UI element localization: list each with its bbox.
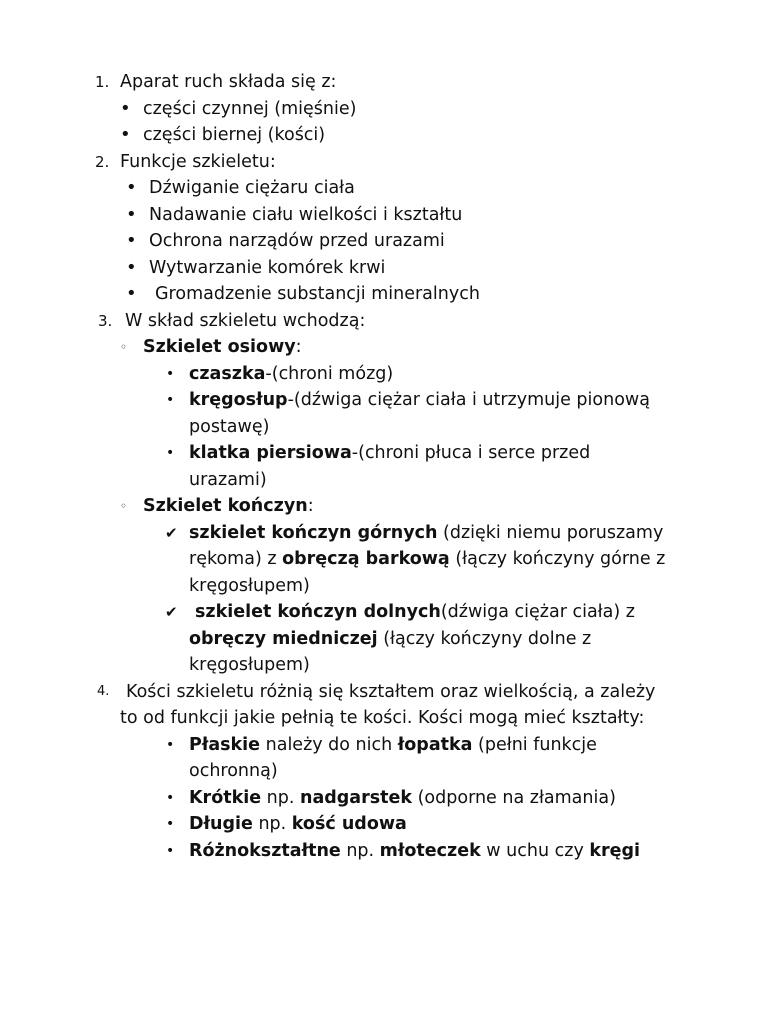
limb-desc: rękoma) z bbox=[189, 549, 283, 569]
limb-upper-continuation bbox=[0, 546, 768, 573]
list-item-2 bbox=[0, 149, 768, 176]
part-desc: -(chroni płuca i serce przed bbox=[351, 443, 591, 463]
list-number: 2. bbox=[95, 152, 110, 171]
limb-lower-continuation bbox=[0, 626, 768, 653]
axial-part-continuation bbox=[0, 414, 768, 441]
shape-item bbox=[0, 811, 768, 838]
part-desc: postawę) bbox=[189, 416, 270, 437]
part-term: kręgosłup bbox=[189, 390, 288, 410]
bullet: • bbox=[166, 789, 175, 806]
bullet: • bbox=[166, 392, 175, 408]
shape-item bbox=[0, 785, 768, 812]
part-term: czaszka bbox=[189, 363, 266, 384]
axial-part-continuation bbox=[0, 467, 768, 494]
sub-item-text: Wytwarzanie komórek krwi bbox=[149, 257, 386, 278]
bullet: • bbox=[126, 203, 137, 225]
bullet: • bbox=[126, 256, 137, 278]
bullet: • bbox=[120, 97, 131, 119]
limb-desc: (łączy kończyny dolne z bbox=[377, 628, 592, 649]
list-item-3 bbox=[0, 308, 768, 335]
part-desc: -(chroni mózg) bbox=[265, 363, 394, 384]
limbs-title: Szkielet kończyn bbox=[143, 496, 308, 516]
axial-part bbox=[0, 361, 768, 388]
document-page bbox=[0, 69, 768, 864]
sub-item bbox=[0, 96, 768, 123]
circle-bullet: ◦ bbox=[120, 340, 128, 354]
shape-term: Długie bbox=[189, 814, 253, 834]
axial-title: Szkielet osiowy bbox=[143, 337, 296, 357]
shape-text: (pełni funkcje bbox=[472, 734, 597, 755]
sub-item bbox=[0, 255, 768, 282]
limb-desc: (łączy kończyny górne z bbox=[449, 549, 666, 569]
shape-text: w uchu czy bbox=[480, 840, 590, 861]
axial-part bbox=[0, 440, 768, 467]
limb-upper bbox=[0, 520, 768, 547]
list-number: 4. bbox=[97, 683, 110, 699]
limb-desc: (dzięki niemu poruszamy bbox=[437, 522, 664, 543]
list-item-4-continuation bbox=[0, 705, 768, 732]
list-item-text: W skład szkieletu wchodzą: bbox=[125, 310, 366, 331]
bullet: • bbox=[166, 736, 175, 753]
shape-text: np. bbox=[261, 787, 300, 808]
bullet: • bbox=[126, 177, 137, 198]
part-term: klatka piersiowa bbox=[189, 443, 352, 463]
shape-text: np. bbox=[340, 840, 380, 861]
colon: : bbox=[295, 337, 302, 357]
shape-term: Krótkie bbox=[189, 787, 262, 808]
sub-item bbox=[0, 122, 768, 149]
shape-text: należy do nich bbox=[260, 734, 398, 755]
shape-text: np. bbox=[252, 814, 292, 834]
sub-item bbox=[0, 228, 768, 255]
limb-term: szkielet kończyn dolnych bbox=[195, 602, 441, 622]
list-item-text: Funkcje szkieletu: bbox=[120, 151, 276, 172]
list-item-text: Kości szkieletu różnią się kształtem oraz wielkością, a zależy bbox=[126, 681, 656, 702]
shape-example: kość udowa bbox=[291, 814, 407, 834]
girdle-term: obręczy miedniczej bbox=[189, 628, 378, 649]
shape-example: kręgi bbox=[589, 840, 641, 861]
circle-bullet: ◦ bbox=[120, 499, 128, 513]
shape-text: (odporne na złamania) bbox=[412, 787, 616, 808]
list-item-1 bbox=[0, 69, 768, 96]
list-item-4 bbox=[0, 679, 768, 706]
shape-item-continuation bbox=[0, 758, 768, 785]
girdle-term: obręczą barkową bbox=[282, 549, 450, 569]
shape-example: nadgarstek bbox=[299, 787, 413, 808]
shape-term: Płaskie bbox=[189, 734, 261, 755]
part-desc: urazami) bbox=[189, 469, 267, 490]
list-item-text: Aparat ruch składa się z: bbox=[120, 72, 337, 92]
sub-item-text: części biernej (kości) bbox=[143, 125, 326, 145]
axial-skeleton-heading bbox=[0, 334, 768, 361]
bullet: • bbox=[166, 816, 175, 832]
shape-text: ochronną) bbox=[189, 761, 278, 781]
limb-lower-continuation bbox=[0, 652, 768, 679]
limb-term: szkielet kończyn górnych bbox=[189, 522, 438, 543]
bullet: • bbox=[166, 842, 175, 859]
sub-item-text: Dźwiganie ciężaru ciała bbox=[149, 178, 355, 198]
bullet: • bbox=[126, 283, 137, 304]
bullet: • bbox=[166, 365, 175, 382]
bullet: • bbox=[120, 124, 131, 145]
bullet: • bbox=[166, 445, 175, 461]
sub-item bbox=[0, 281, 768, 308]
list-number: 3. bbox=[98, 311, 113, 330]
sub-item-text: Nadawanie ciału wielkości i kształtu bbox=[149, 204, 463, 225]
bullet: • bbox=[126, 230, 137, 251]
colon: : bbox=[307, 496, 314, 516]
sub-item-text: Gromadzenie substancji mineralnych bbox=[155, 284, 480, 304]
sub-item bbox=[0, 202, 768, 229]
check-icon: ✔ bbox=[165, 523, 178, 542]
limb-desc: kręgosłupem) bbox=[189, 655, 310, 675]
limb-upper-continuation bbox=[0, 573, 768, 600]
list-item-text: to od funkcji jakie pełnią te kości. Kości mogą mieć kształty: bbox=[120, 708, 645, 728]
shape-item bbox=[0, 838, 768, 865]
shape-example: łopatka bbox=[397, 734, 473, 755]
part-desc: -(dźwiga ciężar ciała i utrzymuje pionową bbox=[287, 390, 650, 410]
sub-item-text: części czynnej (mięśnie) bbox=[143, 98, 357, 119]
sub-item bbox=[0, 175, 768, 202]
limb-lower bbox=[0, 599, 768, 626]
shape-term: Różnokształtne bbox=[189, 840, 341, 861]
shape-example: młoteczek bbox=[379, 840, 481, 861]
limb-desc: kręgosłupem) bbox=[189, 575, 310, 596]
sub-item-text: Ochrona narządów przed urazami bbox=[149, 231, 445, 251]
limb-desc: (dźwiga ciężar ciała) z bbox=[440, 602, 635, 622]
shape-item bbox=[0, 732, 768, 759]
list-number: 1. bbox=[95, 73, 110, 91]
limbs-skeleton-heading bbox=[0, 493, 768, 520]
check-icon: ✔ bbox=[165, 603, 178, 621]
axial-part bbox=[0, 387, 768, 414]
